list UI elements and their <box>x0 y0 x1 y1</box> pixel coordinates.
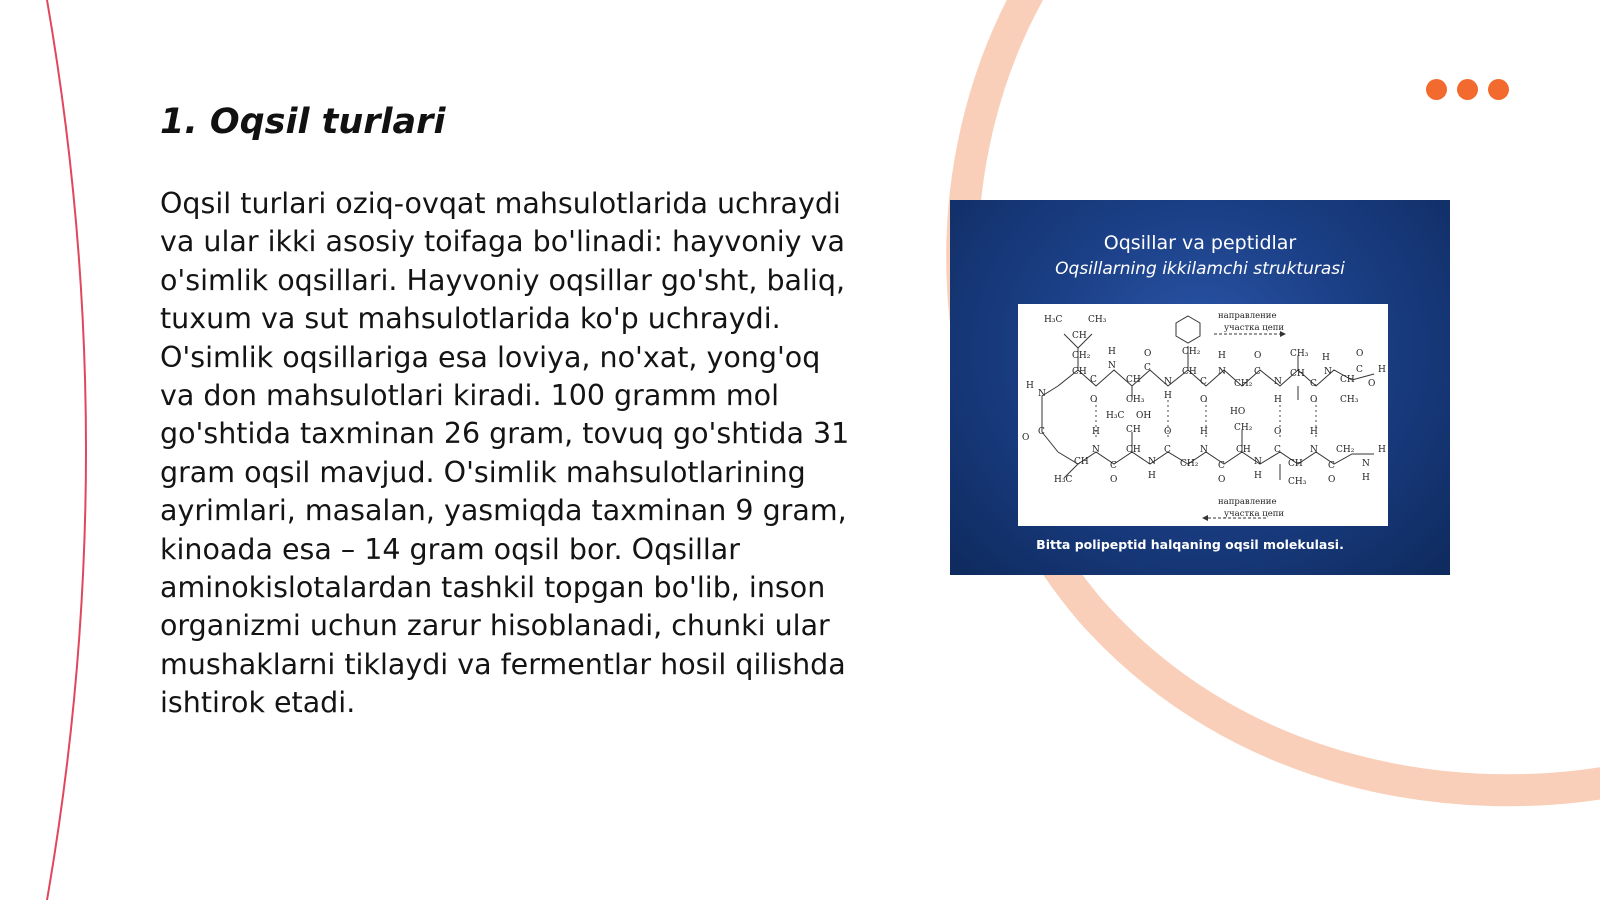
svg-text:N: N <box>1148 457 1156 467</box>
svg-text:O: O <box>1328 475 1336 485</box>
figure-subtitle: Oqsillarning ikkilamchi strukturasi <box>1055 259 1345 279</box>
body-paragraph: Oqsil turlari oziq-ovqat mahsulotlarida uchraydi va ular ikki asosiy toifaga bo'linadi: hayvoniy va o'simlik oqsillari. Hayvoniy oqsillar go'sht, baliq, tuxum va sut mahsulotlarida ko'p uchraydi. O'simlik oqsillariga esa loviya, no'xat, yong'oq va don mahsulotlari kiradi. 100 gramm mol go'shtida taxminan 26 gram, tovuq go'shtida 31 gram oqsil mavjud. O'simlik mahsulotlarining ayrimlari, masalan, yasmiqda taxminan 9 gram, kinoada esa – 14 gram oqsil bor. Oqsillar aminokislotalardan tashkil topgan bo'lib, inson organizmi uchun zarur hisoblanadi, chunki ular mushaklarni tiklaydi va fermentlar hosil qilishda ishtirok etadi. <box>160 187 850 720</box>
svg-text:H: H <box>1108 347 1116 357</box>
direction-label-bottom-1: направление <box>1218 497 1277 507</box>
svg-text:C: C <box>1200 377 1207 387</box>
three-dots-icon <box>1426 79 1510 101</box>
svg-text:N: N <box>1362 459 1370 469</box>
svg-text:CH₂: CH₂ <box>1180 459 1199 469</box>
svg-text:N: N <box>1274 377 1282 387</box>
svg-text:CH₂: CH₂ <box>1072 351 1091 361</box>
svg-text:H: H <box>1322 353 1330 363</box>
direction-label-bottom-2: участка цепи <box>1224 509 1285 519</box>
svg-text:CH: CH <box>1126 425 1141 435</box>
svg-text:CH: CH <box>1340 375 1355 385</box>
svg-text:C: C <box>1164 445 1171 455</box>
svg-text:O: O <box>1022 433 1030 443</box>
svg-text:CH: CH <box>1126 445 1141 455</box>
svg-text:C: C <box>1144 363 1151 373</box>
svg-text:CH: CH <box>1182 367 1197 377</box>
svg-text:N: N <box>1324 367 1332 377</box>
svg-text:O: O <box>1218 475 1226 485</box>
dot-icon <box>1488 79 1509 100</box>
svg-text:H: H <box>1164 391 1172 401</box>
svg-text:C: C <box>1090 375 1097 385</box>
svg-text:HO: HO <box>1230 407 1246 417</box>
svg-text:H₃C: H₃C <box>1044 315 1063 325</box>
svg-text:CH: CH <box>1074 457 1089 467</box>
svg-text:N: N <box>1310 445 1318 455</box>
svg-text:CH: CH <box>1236 445 1251 455</box>
svg-text:O: O <box>1164 427 1172 437</box>
svg-text:CH₂: CH₂ <box>1336 445 1355 455</box>
direction-label-top-2: участка цепи <box>1224 323 1285 333</box>
slide-title: 1. Oqsil turlari <box>160 102 446 142</box>
svg-text:C: C <box>1310 379 1317 389</box>
svg-text:H: H <box>1218 351 1226 361</box>
svg-text:N: N <box>1092 445 1100 455</box>
svg-text:O: O <box>1144 349 1152 359</box>
svg-text:H: H <box>1378 365 1386 375</box>
polypeptide-structure-image <box>1018 304 1388 526</box>
svg-text:N: N <box>1038 389 1046 399</box>
svg-text:CH: CH <box>1072 367 1087 377</box>
svg-text:C: C <box>1110 461 1117 471</box>
svg-text:C: C <box>1274 445 1281 455</box>
svg-text:N: N <box>1164 377 1172 387</box>
svg-text:H₃C: H₃C <box>1106 411 1125 421</box>
svg-text:N: N <box>1254 457 1262 467</box>
svg-text:O: O <box>1254 351 1262 361</box>
svg-text:CH: CH <box>1072 331 1087 341</box>
protein-figure <box>950 200 1450 575</box>
svg-text:CH₃: CH₃ <box>1290 349 1309 359</box>
svg-text:H: H <box>1148 471 1156 481</box>
svg-text:C: C <box>1328 461 1335 471</box>
svg-text:CH₂: CH₂ <box>1234 423 1253 433</box>
svg-text:H: H <box>1092 427 1100 437</box>
svg-text:CH: CH <box>1126 375 1141 385</box>
svg-text:H: H <box>1310 427 1318 437</box>
svg-text:O: O <box>1110 475 1118 485</box>
svg-text:C: C <box>1218 461 1225 471</box>
svg-text:H: H <box>1254 471 1262 481</box>
svg-text:C: C <box>1038 427 1045 437</box>
svg-text:CH: CH <box>1288 459 1303 469</box>
svg-text:O: O <box>1200 395 1208 405</box>
svg-text:OH: OH <box>1136 411 1152 421</box>
svg-text:H: H <box>1378 445 1386 455</box>
svg-text:C: C <box>1356 365 1363 375</box>
svg-text:O: O <box>1310 395 1318 405</box>
svg-text:O: O <box>1356 349 1364 359</box>
svg-text:CH₂: CH₂ <box>1234 379 1253 389</box>
svg-text:H: H <box>1026 381 1034 391</box>
figure-title: Oqsillar va peptidlar <box>1103 232 1297 254</box>
svg-text:H₃C: H₃C <box>1054 475 1073 485</box>
svg-text:CH: CH <box>1290 369 1305 379</box>
svg-text:O: O <box>1090 395 1098 405</box>
svg-text:O: O <box>1274 427 1282 437</box>
polypeptide-diagram <box>1018 304 1388 526</box>
svg-text:C: C <box>1254 367 1261 377</box>
svg-text:H: H <box>1200 427 1208 437</box>
dot-icon <box>1426 79 1447 100</box>
svg-text:N: N <box>1218 367 1226 377</box>
direction-label-top-1: направление <box>1218 311 1277 321</box>
left-accent-curve <box>47 0 86 900</box>
svg-text:N: N <box>1200 445 1208 455</box>
svg-text:CH₃: CH₃ <box>1088 315 1107 325</box>
svg-text:CH₃: CH₃ <box>1126 395 1145 405</box>
svg-text:CH₂: CH₂ <box>1182 347 1201 357</box>
svg-text:CH₃: CH₃ <box>1340 395 1359 405</box>
svg-text:H: H <box>1274 395 1282 405</box>
svg-text:O: O <box>1368 379 1376 389</box>
svg-text:N: N <box>1108 361 1116 371</box>
svg-text:CH₃: CH₃ <box>1288 477 1307 487</box>
svg-text:H: H <box>1362 473 1370 483</box>
figure-caption: Bitta polipeptid halqaning oqsil molekulasi. <box>1036 537 1344 552</box>
dot-icon <box>1457 79 1478 100</box>
